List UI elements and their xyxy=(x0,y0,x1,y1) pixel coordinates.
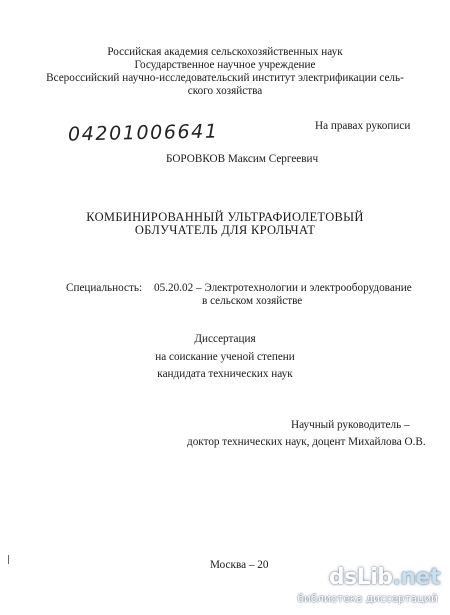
watermark-logo: dsLib.net xyxy=(328,565,440,590)
supervisor-name: доктор технических наук, доцент Михайлова О.В. xyxy=(187,436,426,448)
dissertation-title-line1: КОМБИНИРОВАННЫЙ УЛЬТРАФИОЛЕТОВЫЙ xyxy=(86,210,364,224)
specialty-label: Специальность: xyxy=(66,282,143,294)
author-name: БОРОВКОВ Максим Сергеевич xyxy=(166,153,319,165)
supervisor-label: Научный руководитель – xyxy=(291,419,410,431)
specialty-code: 05.20.02 – Электротехнологии и электрооборудование xyxy=(154,282,412,294)
degree-purpose: на соискание ученой степени xyxy=(155,351,295,363)
dissertation-title-line2: ОБЛУЧАТЕЛЬ ДЛЯ КРОЛЬЧАТ xyxy=(134,223,316,237)
handwritten-registration-number: 04201006641 xyxy=(67,120,219,146)
institute-name-line2: ского хозяйства xyxy=(187,85,263,97)
degree-work-type: Диссертация xyxy=(194,333,256,345)
institution-type: Государственное научное учреждение xyxy=(134,59,316,71)
institute-name-line1: Всероссийский научно-исследовательский институт электрификации сель- xyxy=(46,72,404,84)
dslib-watermark xyxy=(297,565,440,609)
specialty-field: в сельском хозяйстве xyxy=(202,295,303,307)
rights-note: На правах рукописи xyxy=(315,120,411,132)
degree-name: кандидата технических наук xyxy=(157,368,293,380)
margin-mark xyxy=(8,555,9,564)
city-year: Москва – 20 xyxy=(210,559,269,571)
watermark-subtitle: библиотека диссертаций xyxy=(297,593,438,605)
academy-name: Российская академия сельскохозяйственных наук xyxy=(107,46,343,58)
